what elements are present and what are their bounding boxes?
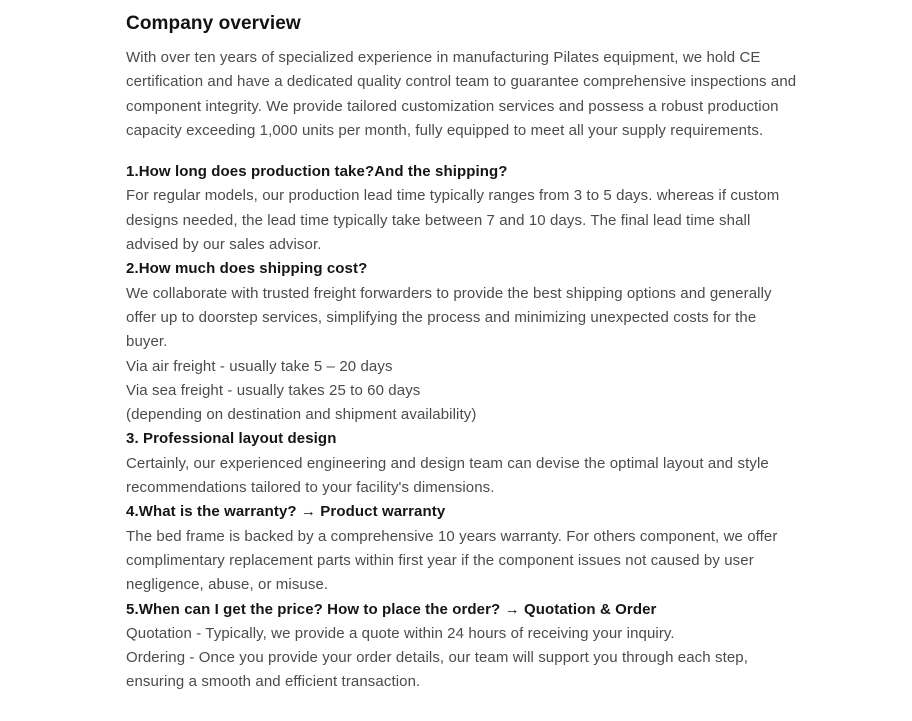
faq-item-production-time [126,160,798,257]
faq-question: 5.When can I get the price? How to place the order? → Quotation & Order [126,600,657,618]
faq-answer: We collaborate with trusted freight forwarders to provide the best shipping options and generally offer up to doorstep services, simplifying the process and minimizing unexpected costs for the buyer. [126,284,772,351]
faq-item-price-order [126,598,798,695]
faq-answer: The bed frame is backed by a comprehensive 10 years warranty. For others component, we offer complimentary replacement parts within first year if the component issues not caused by user negligence, abuse, or misuse. [126,527,778,594]
faq-answer: Certainly, our experienced engineering and design team can devise the optimal layout and style recommendations tailored to your facility's dimensions. [126,454,769,497]
faq-item-layout-design [126,427,798,500]
section-title: Company overview [126,13,301,34]
faq-item-shipping-cost [126,257,798,427]
faq-answer-sea-freight: Via sea freight - usually takes 25 to 60 days [126,381,421,399]
faq-answer-air-freight: Via air freight - usually take 5 – 20 days [126,357,393,375]
company-overview-section [126,11,798,695]
faq-question: 4.What is the warranty? → Product warranty [126,503,446,521]
faq-list [126,160,798,695]
faq-answer-quotation: Quotation - Typically, we provide a quote within 24 hours of receiving your inquiry. [126,624,675,642]
faq-question: 2.How much does shipping cost? [126,260,368,278]
faq-question: 1.How long does production take?And the shipping? [126,163,508,181]
faq-question: 3. Professional layout design [126,430,337,448]
faq-answer-note: (depending on destination and shipment availability) [126,406,477,424]
faq-answer-ordering: Ordering - Once you provide your order details, our team will support you through each step, ensuring a smooth and efficient transaction. [126,649,749,691]
faq-item-warranty [126,500,798,597]
faq-answer: For regular models, our production lead time typically ranges from 3 to 5 days. whereas if custom designs needed, the lead time typically take between 7 and 10 days. The final lead time shall advised by our sales advisor. [126,187,780,254]
overview-paragraph: With over ten years of specialized experience in manufacturing Pilates equipment, we hold CE certification and have a dedicated quality control team to guarantee comprehensive inspections and component integrity. We provide tailored customization services and possess a robust production capacity exceeding 1,000 units per month, fully equipped to meet all your supply requirements. [126,49,797,139]
